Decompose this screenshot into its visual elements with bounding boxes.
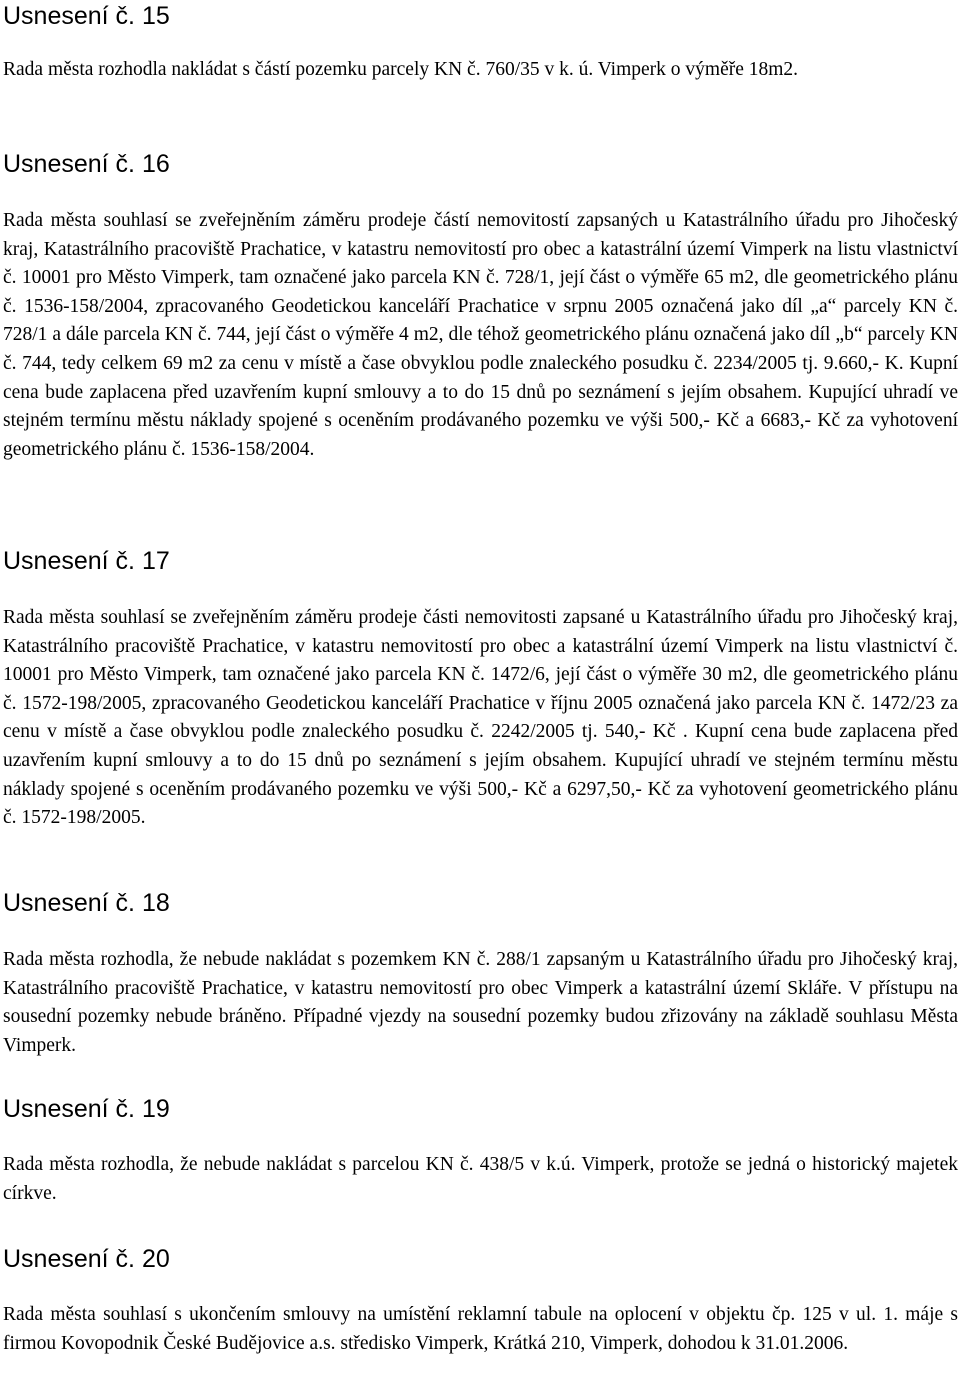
resolution-heading: Usnesení č. 16 xyxy=(3,150,170,178)
resolution-heading: Usnesení č. 15 xyxy=(3,2,170,30)
resolution-16 xyxy=(3,148,958,464)
resolution-heading: Usnesení č. 18 xyxy=(3,889,170,917)
resolution-20 xyxy=(3,1243,958,1358)
resolution-heading: Usnesení č. 17 xyxy=(3,547,170,575)
resolution-15 xyxy=(3,0,798,85)
resolution-text: Rada města rozhodla, že nebude nakládat s parcelou KN č. 438/5 v k.ú. Vimperk, protože se jedná o historický majetek církve. xyxy=(3,1154,958,1204)
resolution-19 xyxy=(3,1093,958,1208)
resolution-18 xyxy=(3,887,958,1060)
resolution-heading: Usnesení č. 19 xyxy=(3,1095,170,1123)
resolution-17 xyxy=(3,545,958,833)
resolution-text: Rada města rozhodla nakládat s částí pozemku parcely KN č. 760/35 v k. ú. Vimperk o výměře 18m2. xyxy=(3,59,799,80)
resolution-text: Rada města souhlasí se zveřejněním záměru prodeje částí nemovitostí zapsaných u Katastrálního úřadu pro Jihočeský kraj, Katastrálního pracoviště Prachatice, v katastru nemovitostí pro obec a katastrální území Vimperk na listu vlastnictví č. 10001 pro Město Vimperk, tam označené jako parcela KN č. 728/1, její část o výměře 65 m2, dle geometrického plánu č. 1536-158/2004, zpracovaného Geodetickou kanceláří Prachatice v srpnu 2005 označená jako díl „a“ parcely KN č. 728/1 a dále parcela KN č. 744, její část o výměře 4 m2, dle téhož geometrického plánu označená jako díl „b“ parcely KN č. 744, tedy celkem 69 m2 za cenu v místě a čase obvyklou podle znaleckého posudku č. 2234/2005 tj. 9.660,- K. Kupní cena bude zaplacena před uzavřením kupní smlouvy a to do 15 dnů po seznámení s jejím obsahem. Kupující uhradí ve stejném termínu městu náklady spojené s oceněním prodávaného pozemku ve výši 500,- Kč a 6683,- Kč za vyhotovení geometrického plánu č. 1536-158/2004. xyxy=(3,210,958,460)
resolution-heading: Usnesení č. 20 xyxy=(3,1245,170,1273)
resolution-text: Rada města souhlasí se zveřejněním záměru prodeje části nemovitosti zapsané u Katastrálního úřadu pro Jihočeský kraj, Katastrálního pracoviště Prachatice, v katastru nemovitostí pro obec a katastrální území Vimperk na listu vlastnictví č. 10001 pro Město Vimperk, tam označené jako parcela KN č. 1472/6, její část o výměře 30 m2, dle geometrického plánu č. 1572-198/2005, zpracovaného Geodetickou kanceláří Prachatice v říjnu 2005 označená jako parcela KN č. 1472/23 za cenu v místě a čase obvyklou podle znaleckého posudku č. 2242/2005 tj. 540,- Kč . Kupní cena bude zaplacena před uzavřením kupní smlouvy a to do 15 dnů po seznámení s jejím obsahem. Kupující uhradí ve stejném termínu městu náklady spojené s oceněním prodávaného pozemku ve výši 500,- Kč a 6297,50,- Kč za vyhotovení geometrického plánu č. 1572-198/2005. xyxy=(3,607,958,829)
resolution-text: Rada města souhlasí s ukončením smlouvy na umístění reklamní tabule na oplocení v objektu čp. 125 v ul. 1. máje s firmou Kovopodnik České Budějovice a.s. středisko Vimperk, Krátká 210, Vimperk, dohodou k 31.01.2006. xyxy=(3,1304,958,1354)
resolution-text: Rada města rozhodla, že nebude nakládat s pozemkem KN č. 288/1 zapsaným u Katastrálního úřadu pro Jihočeský kraj, Katastrálního pracoviště Prachatice, v katastru nemovitostí pro obec Vimperk a katastrální území Skláře. V přístupu na sousední pozemky nebude bráněno. Případné vjezdy na sousední pozemky budou zřizovány na základě souhlasu Města Vimperk. xyxy=(3,949,958,1056)
